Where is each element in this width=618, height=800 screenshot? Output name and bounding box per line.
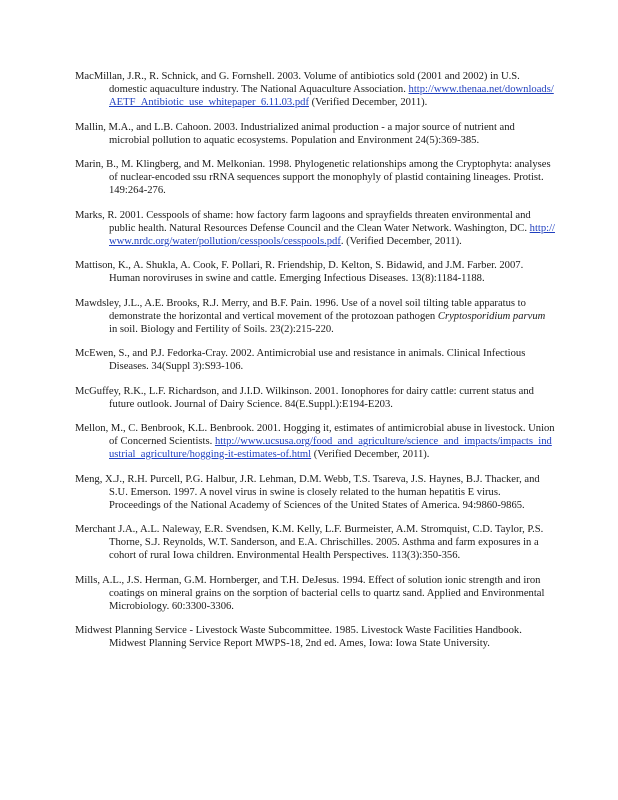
reference-link[interactable]: http://www.thenaa.net/downloads/AETF_Antibiotic_use_whitepaper_6.11.03.pdf bbox=[109, 84, 554, 108]
reference-mawdsley bbox=[75, 297, 555, 336]
reference-text: Mellon, M., C. Benbrook, K.L. Benbrook. 2001. Hogging it, estimates of antimicrobial abuse in livestock. Union of Concerned Scientists. bbox=[75, 423, 555, 447]
reference-text: (Verified December, 2011). bbox=[313, 449, 430, 460]
reference-text: Mattison, K., A. Shukla, A. Cook, F. Pollari, R. Friendship, D. Kelton, S. Bidawid, and J.M. Farber. 2007. Human noroviruses in swine and cattle. Emerging Infectious Diseases. 13(8):1184-1188. bbox=[75, 260, 524, 284]
reference-text: Marks, R. 2001. Cesspools of shame: how factory farm lagoons and sprayfields threaten environmental and public health. Natural Resources Defense Council and the Clean Water Network. Washington, DC. bbox=[75, 209, 531, 234]
reference-mcewen bbox=[75, 347, 555, 373]
reference-marin bbox=[75, 158, 555, 197]
reference-text: Mills, A.L., J.S. Herman, G.M. Hornberger, and T.H. DeJesus. 1994. Effect of solution ionic strength and iron coatings on mineral grains on the sorption of bacterial cells to quartz sand. Applied and Environmental Microbiology. 60:3300-3306. bbox=[75, 574, 545, 612]
reference-mills bbox=[75, 574, 555, 613]
reference-mallin bbox=[75, 121, 555, 147]
reference-italic-text: Cryptosporidium parvum bbox=[437, 310, 546, 322]
reference-text: . (Verified December, 2011). bbox=[340, 235, 462, 247]
reference-text: McEwen, S., and P.J. Fedorka-Cray. 2002. Antimicrobial use and resistance in animals. Clinical Infectious Diseases. 34(Suppl 3):S93-106. bbox=[75, 348, 526, 372]
reference-text: Meng, X.J., R.H. Purcell, P.G. Halbur, J.R. Lehman, D.M. Webb, T.S. Tsareva, J.S. Haynes, B.J. Thacker, and S.U. Emerson. 1997. A novel virus in swine is closely related to the human hepatitis E virus. Proceedings of the National Academy of Sciences of the United States of America. 94:9860-9865. bbox=[75, 473, 540, 511]
reference-text: Mallin, M.A., and L.B. Cahoon. 2003. Industrialized animal production - a major source of nutrient and microbial pollution to aquatic ecosystems. Population and Environment 24(5):369-385. bbox=[75, 121, 515, 146]
reference-mellon bbox=[75, 422, 555, 461]
reference-midwest bbox=[75, 624, 555, 650]
reference-list bbox=[75, 70, 555, 662]
reference-text: (Verified December, 2011). bbox=[311, 97, 428, 108]
reference-text: MacMillan, J.R., R. Schnick, and G. Fornshell. 2003. Volume of antibiotics sold (2001 and 2002) in U.S. domestic aquaculture industry. The National Aquaculture Association. bbox=[75, 71, 520, 95]
reference-text: McGuffey, R.K., L.F. Richardson, and J.I.D. Wilkinson. 2001. Ionophores for dairy cattle: current status and future outlook. Journal of Dairy Science. 84(E.Suppl.):E194-E203. bbox=[75, 385, 534, 410]
reference-text: Mawdsley, J.L., A.E. Brooks, R.J. Merry, and B.F. Pain. 1996. Use of a novel soil tilting table apparatus to demonstrate the horizontal and vertical movement of the protozoan pathogen bbox=[75, 297, 526, 322]
reference-text: Marin, B., M. Klingberg, and M. Melkonian. 1998. Phylogenetic relationships among the Cryptophyta: analyses of nuclear-encoded ssu rRNA sequences support the monophyly of plastid containing lineages. Protist. 149:264-276. bbox=[75, 159, 551, 196]
reference-text: Merchant J.A., A.L. Naleway, E.R. Svendsen, K.M. Kelly, L.F. Burmeister, A.M. Stromquist, C.D. Taylor, P.S. Thorne, S.J. Reynolds, W.T. Sanderson, and E.A. Chrischilles. 2005. Asthma and farm exposures in a cohort of rural Iowa children. Environmental Health Perspectives. 113(3):350-356. bbox=[75, 524, 544, 561]
reference-marks bbox=[75, 209, 555, 248]
reference-link[interactable]: http://www.nrdc.org/water/pollution/cesspools/cesspools.pdf bbox=[109, 222, 555, 247]
reference-mcguffey bbox=[75, 385, 555, 411]
reference-link[interactable]: http://www.ucsusa.org/food_and_agriculture/science_and_impacts/impacts_industrial_agriculture/hogging-it-estimates-of.html bbox=[109, 436, 552, 460]
reference-merchant bbox=[75, 523, 555, 562]
reference-text: in soil. Biology and Fertility of Soils. 23(2):215-220. bbox=[109, 323, 334, 335]
reference-text: Midwest Planning Service - Livestock Waste Subcommittee. 1985. Livestock Waste Facilities Handbook. Midwest Planning Service Report MWPS-18, 2nd ed. Ames, Iowa: Iowa State University. bbox=[75, 625, 522, 649]
reference-macmillan bbox=[75, 70, 555, 109]
reference-meng bbox=[75, 473, 555, 512]
reference-mattison bbox=[75, 259, 555, 285]
